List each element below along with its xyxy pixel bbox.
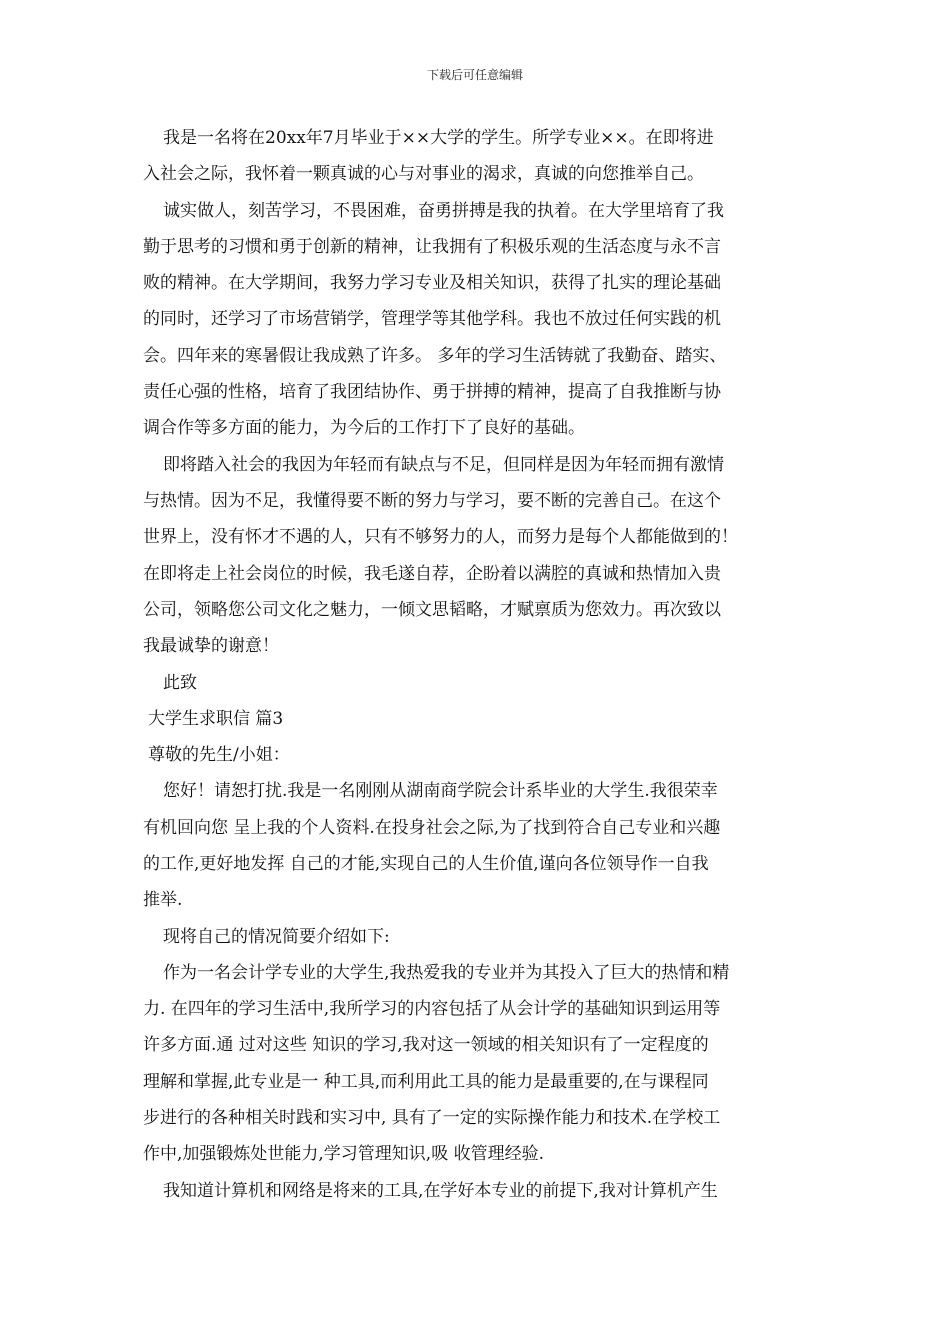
- text-line: 推举.: [143, 890, 183, 911]
- text-line: 世界上，没有怀才不遇的人，只有不够努力的人，而努力是每个人都能做到的！: [143, 527, 738, 548]
- text-line: 步进行的各种相关时践和实习中, 具有了一定的实际操作能力和技术.在学校工: [143, 1108, 721, 1129]
- paragraph: [143, 773, 813, 918]
- text-line: 调合作等多方面的能力，为今后的工作打下了良好的基础。: [143, 418, 585, 439]
- text-line: 会。四年来的寒暑假让我成熟了许多。 多年的学习生活铸就了我勤奋、踏实、: [143, 345, 727, 366]
- paragraph: [143, 919, 813, 955]
- text-line: 我是一名将在20xx年7月毕业于××大学的学生。所学专业××。在即将进: [163, 128, 714, 148]
- text-line: 作为一名会计学专业的大学生,我热爱我的专业并为其投入了巨大的热情和精: [163, 962, 730, 983]
- text-line: 理解和掌握,此专业是一 种工具,而利用此工具的能力是最重要的,在与课程同: [143, 1071, 709, 1092]
- text-line: 即将踏入社会的我因为年轻而有缺点与不足，但同样是因为年轻而拥有激情: [163, 454, 724, 475]
- text-line: 在即将走上社会岗位的时候，我毛遂自荐，企盼着以满腔的真诚和热情加入贵: [143, 563, 721, 584]
- text-line: 败的精神。在大学期间，我努力学习专业及相关知识，获得了扎实的理论基础: [143, 273, 721, 294]
- text-line: 与热情。因为不足，我懂得要不断的努力与学习，要不断的完善自己。在这个: [143, 490, 721, 511]
- paragraph: [143, 737, 813, 773]
- text-line: 尊敬的先生/小姐：: [148, 745, 290, 766]
- text-line: 的工作,更好地发挥 自己的才能,实现自己的人生价值,谨向各位领导作一自我: [143, 853, 709, 874]
- text-line: 勤于思考的习惯和勇于创新的精神，让我拥有了积极乐观的生活态度与永不言: [143, 236, 721, 257]
- text-line: 许多方面.通 过对这些 知识的学习,我对这一领域的相关知识有了一定程度的: [143, 1035, 709, 1056]
- paragraph: [143, 955, 813, 1173]
- paragraph: [143, 193, 813, 447]
- text-line: 力. 在四年的学习生活中,我所学习的内容包括了从会计学的基础知识到运用等: [143, 999, 721, 1020]
- text-line: 我知道计算机和网络是将来的工具,在学好本专业的前提下,我对计算机产生: [163, 1180, 718, 1201]
- text-line: 此致: [163, 672, 197, 693]
- text-line: 的同时，还学习了市场营销学，管理学等其他学科。我也不放过任何实践的机: [143, 309, 721, 330]
- text-line: 我最诚挚的谢意！: [143, 636, 279, 657]
- paragraph: [143, 1173, 813, 1209]
- text-line: 入社会之际，我怀着一颗真诚的心与对事业的渴求，真诚的向您推举自己。: [143, 164, 704, 185]
- text-line: 诚实做人，刻苦学习，不畏困难，奋勇拼搏是我的执着。在大学里培育了我: [163, 200, 724, 221]
- paragraph: [143, 120, 813, 193]
- text-line: 责任心强的性格，培育了我团结协作、勇于拼搏的精神，提高了自我推断与协: [143, 382, 721, 403]
- page-header: 下载后可任意编辑: [426, 68, 523, 82]
- paragraph: [143, 701, 813, 737]
- text-line: 有机回向您 呈上我的个人资料.在投身社会之际,为了找到符合自己专业和兴趣: [143, 817, 721, 838]
- text-line: 公司，领略您公司文化之魅力，一倾文思韬略，才赋禀质为您效力。再次致以: [143, 599, 721, 620]
- text-line: 您好！请恕打扰.我是一名刚刚从湖南商学院会计系毕业的大学生.我很荣幸: [163, 781, 718, 802]
- text-line: 大学生求职信 篇3: [148, 708, 284, 729]
- paragraph: [143, 665, 813, 701]
- text-line: 作中,加强锻炼处世能力,学习管理知识,吸 收管理经验.: [143, 1144, 545, 1165]
- paragraph: [143, 447, 813, 665]
- text-line: 现将自己的情况简要介绍如下:: [163, 926, 390, 947]
